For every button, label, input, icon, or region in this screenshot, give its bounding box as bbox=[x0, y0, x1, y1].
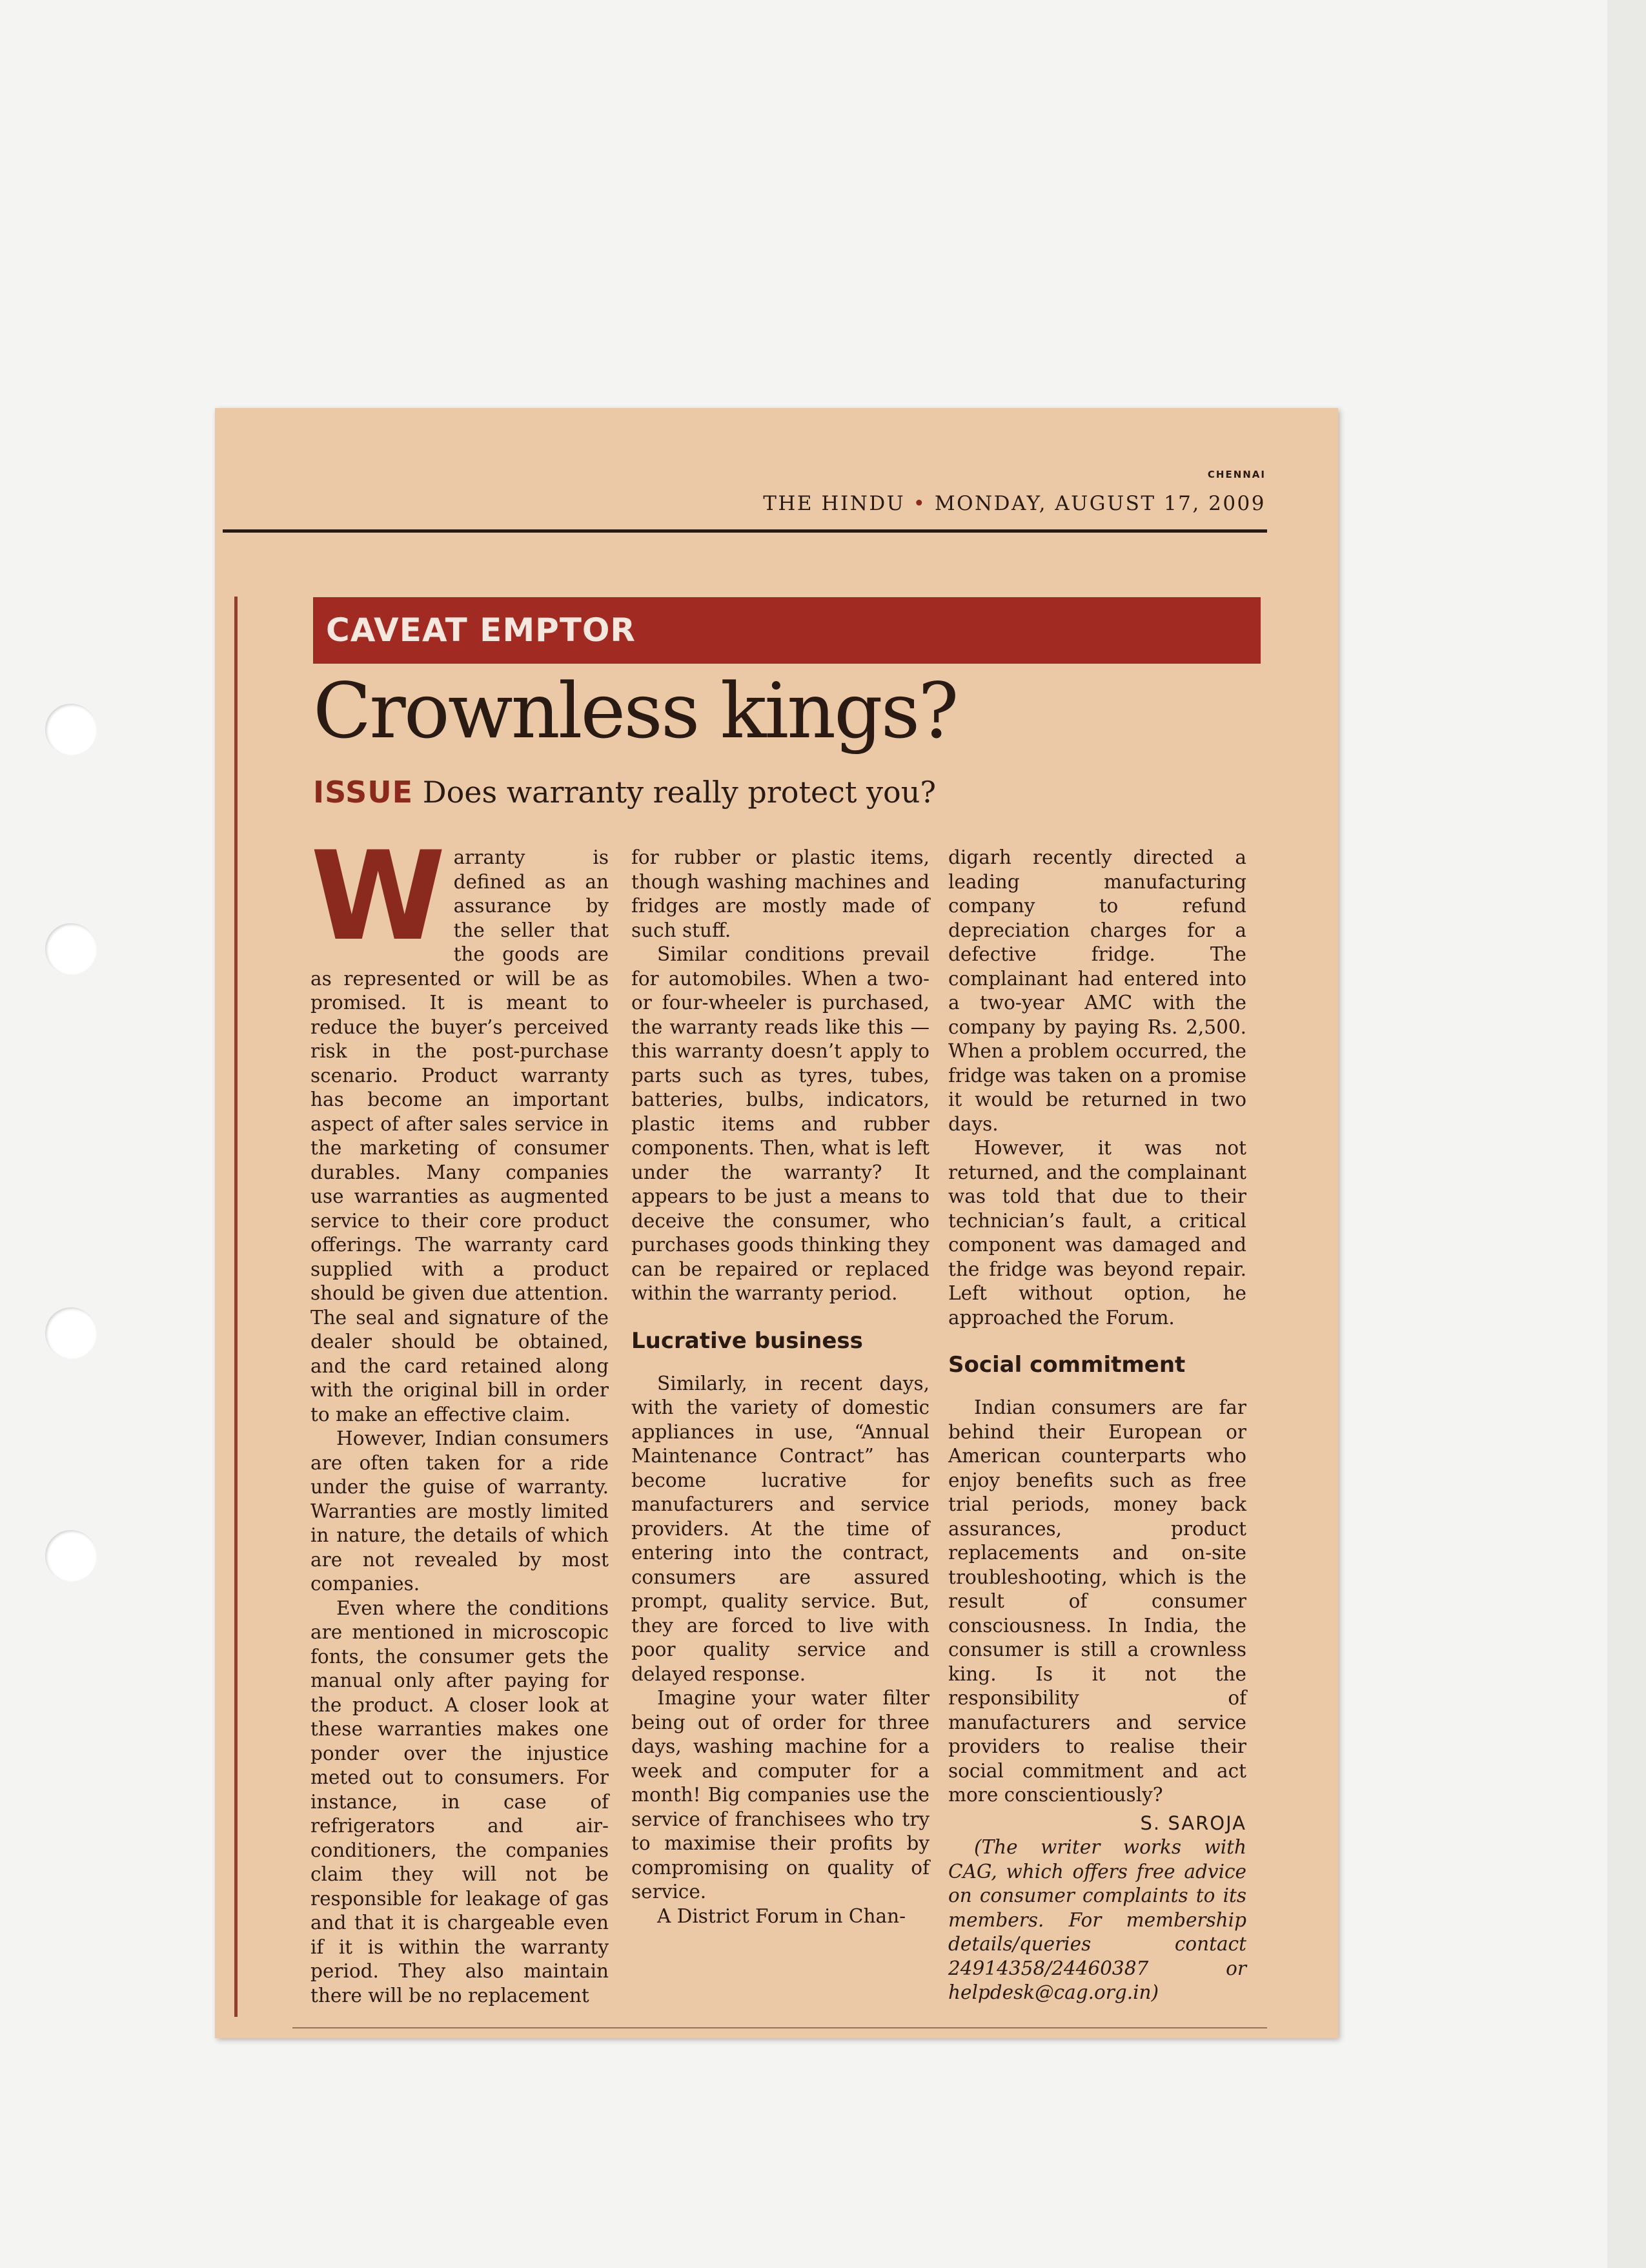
masthead bbox=[763, 492, 1266, 515]
subheading: Social commitment bbox=[948, 1352, 1186, 1378]
paragraph: However, it was not returned, and the complainant was told that due to their technician’s fault, a critical component was damaged and the fridge was beyond repair. Left without option, he approached the Forum. bbox=[948, 1137, 1246, 1329]
article-column-2 bbox=[631, 846, 930, 1928]
deck-text: Does warranty really protect you? bbox=[422, 775, 937, 810]
newspaper-clipping bbox=[215, 408, 1338, 2038]
article-column-1 bbox=[310, 825, 609, 2008]
paragraph: Even where the conditions are mentioned in microscopic fonts, the consumer gets the manual only after paying for the product. A closer look at these warranties makes one ponder over the injustice meted out to consumers. For instance, in case of refrigerators and air-conditioners, the companies claim they will not be responsible for leakage of gas and that it is chargeable even if it is within the warranty period. They also maintain there will be no replacement bbox=[310, 1597, 609, 2007]
newspaper-name: THE HINDU bbox=[763, 492, 906, 515]
paragraph: Similarly, in recent days, with the variety of domestic appliances in use, “Annual Maintenance Contract” has become lucrative for manufacturers and service providers. At the time of entering into the contract, consumers are assured prompt, quality service. But, they are forced to live with poor quality service and delayed response. bbox=[631, 1372, 930, 1685]
page-edge bbox=[1607, 0, 1646, 2268]
headline: Crownless kings? bbox=[313, 666, 957, 755]
paragraph: Imagine your water filter being out of order for three days, washing machine for a week and computer for a month! Big companies use the service of franchisees who try to maximise their profits by compromising on quality of service. bbox=[631, 1687, 930, 1903]
paragraph: Warranty is defined as an assurance by the seller that the goods are as represented or will be as promised. It is meant to reduce the buyer’s perceived risk in the post-purchase scenario. Product warranty has become an important aspect of after sales service in the marketing of consumer durables. Many companies use warranties as augmented service to their core product offerings. The warranty card supplied with a product should be given due attention. The seal and signature of the dealer should be obtained, and the card retained along with the original bill in order to make an effective claim. bbox=[310, 825, 609, 1425]
punch-hole-4 bbox=[45, 1530, 97, 1582]
punch-hole-1 bbox=[45, 704, 97, 755]
deck-tag: ISSUE bbox=[313, 775, 414, 810]
paragraph: digarh recently directed a leading manufacturing company to refund depreciation charges for a defective fridge. The complainant had entered into a two-year AMC with the company by paying Rs. 2,500. When a problem occurred, the fridge was taken on a promise it would be returned in two days. bbox=[948, 846, 1246, 1135]
byline: S. SAROJA bbox=[1140, 1812, 1246, 1834]
issue-date: MONDAY, AUGUST 17, 2009 bbox=[934, 492, 1266, 515]
paragraph: for rubber or plastic items, though washing machines and fridges are mostly made of such stuff. bbox=[631, 846, 930, 941]
bottom-rule bbox=[292, 2027, 1267, 2028]
deck bbox=[313, 775, 936, 810]
paragraph: However, Indian consumers are often taken for a ride under the guise of warranty. Warranties are mostly limited in nature, the details of which are not revealed by most companies. bbox=[310, 1427, 609, 1595]
author-note: (The writer works with CAG, which offers free advice on consumer complaints to its members. For membership details/queries contact 24914358/24460387 or helpdesk@cag.org.in) bbox=[948, 1836, 1246, 2003]
masthead-rule bbox=[223, 529, 1267, 533]
paragraph: A District Forum in Chan- bbox=[657, 1905, 906, 1927]
punch-hole-2 bbox=[45, 923, 97, 975]
section-label: CAVEAT EMPTOR bbox=[326, 611, 636, 649]
article-column-3 bbox=[948, 846, 1246, 2005]
paragraph: Indian consumers are far behind their European or American counterparts who enjoy benefits such as free trial periods, money back assurances, product replacements and on-site troubleshooting, which is the result of consumer consciousness. In India, the consumer is still a crownless king. Is it not the responsibility of manufacturers and service providers to realise their social commitment and act more conscientiously? bbox=[948, 1396, 1246, 1806]
subheading: Lucrative business bbox=[631, 1327, 863, 1354]
paragraph: Similar conditions prevail for automobiles. When a two- or four-wheeler is purchased, the warranty reads like this — this warranty doesn’t apply to parts such as tyres, tubes, batteries, bulbs, indicators, plastic items and rubber components. Then, what is left under the warranty? It appears to be just a means to deceive the consumer, who purchases goods thinking they can be repaired or replaced within the warranty period. bbox=[631, 943, 930, 1304]
punch-hole-3 bbox=[45, 1307, 97, 1359]
masthead-separator: • bbox=[913, 492, 927, 515]
section-banner bbox=[313, 597, 1261, 664]
clipping-left-rule bbox=[234, 597, 238, 2017]
edition-city: CHENNAI bbox=[1207, 469, 1266, 480]
